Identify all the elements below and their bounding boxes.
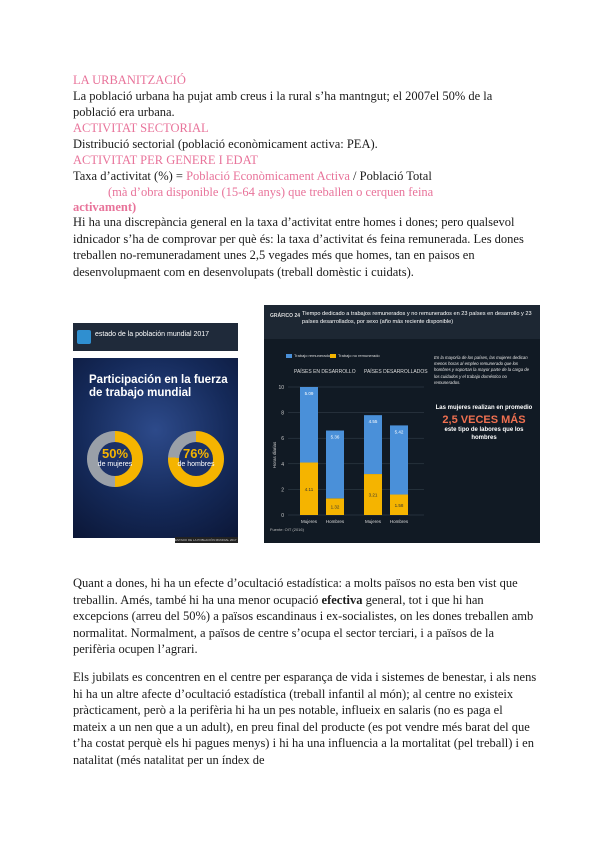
chart-source: Fuente: OIT (2016) (270, 527, 304, 532)
bar-label-unpaid: 1.58 (394, 502, 404, 508)
bar-paid (390, 425, 408, 494)
group-label-desarrollados: PAÍSES DESARROLLADOS (364, 369, 428, 375)
legend-paid: Trabajo remunerado (286, 353, 330, 358)
urban-line-1: La població urbana ha pujat amb creus i la rural s’ha mantngut; el 2007el 50% de la (73, 89, 493, 103)
unfpa-logo-bar (73, 323, 238, 351)
bar-paid (326, 431, 344, 499)
figure-footer: ESTADO DE LA POBLACIÓN MUNDIAL 2017 (175, 538, 237, 542)
bar-label-paid: 5.36 (330, 434, 340, 440)
x-tick-label: Mujeres (300, 519, 318, 524)
paragraph-dones: Quant a dones, hi ha un efecte d’ocultació estadística: a molts països no esta ben vist que treballin. Amés, també hi ha una menor ocupació efectiva general, tot i que hi han excepcions (arreu del 50%) a països escandinaus i ex-socialistes, on les dones treballen amb normalitat. Normalment, a països de centre s’ocupa el sector terciari, i a països de la perifèria ocupen l’agrari. (73, 576, 534, 656)
x-tick-label: Mujeres (364, 519, 382, 524)
taxa-total: / Població Total (349, 169, 432, 183)
bar-label-unpaid: 3.21 (368, 492, 378, 498)
figure-participacion (73, 323, 238, 543)
participation-panel (73, 358, 238, 538)
chart-annotation (434, 355, 534, 442)
legend-unpaid: Trabajo no remunerado (330, 353, 380, 358)
chart-title: Tiempo dedicado a trabajos remunerados y no remunerados en 23 países en desarrollo y 23 países desarrollados, por sexo (año más reciente disponible) (302, 311, 532, 325)
bar-label-unpaid: 1.32 (330, 504, 340, 510)
heading-urbanitzacio: LA URBANITZACIÓ (73, 73, 186, 87)
x-tick-label: Hombres (389, 519, 409, 524)
sector-line: Distribució sectorial (població econòmicament activa: PEA). (73, 137, 378, 151)
y-tick-label: 6 (281, 436, 284, 443)
paragraph-jubilats: Els jubilats es concentren en el centre per esparança de vida i sistemes de benestar, i als nens hi ha un altre afecte d’ocultació estadística (treball infantil al món); al centre no existeix pràcticament, però a la perifèria hi ha un pes notable, influeix en salaris (no es paga el mateix a un nen que a un adult), en preu final del producte (es pot vendre més barat del que t’ha costat perquè els hi pagues menys) i hi ha una influencia a la mortalitat (pel treball) i en natalitat (més natalitat per un índex de (73, 670, 537, 767)
bold-efectiva: efectiva (321, 592, 363, 607)
y-tick-label: 8 (281, 410, 284, 417)
taxa-label: Taxa d’activitat (%) = (73, 169, 187, 183)
logo-text: estado de la población mundial 2017 (95, 331, 210, 338)
paragraph-discrepancia: Hi ha una discrepància general en la taxa d’activitat entre homes i dones; pero qualsevol idnicador s’ha de comprovar per què és: la taxa d’activitat és feina remunerada. Les dones treballen no-remuneradament unes 2,5 vegades més que homes, tan en paisos en desenvolupmaent com en desenvolupats (treball domèstic i cuidats). (73, 215, 524, 279)
annotation-main: Las mujeres realizan en promedio (435, 405, 533, 412)
heading-activitat-sectorial: ACTIVITAT SECTORIAL (73, 121, 209, 135)
group-label-desarrollo: PAÍSES EN DESARROLLO (294, 369, 356, 375)
annotation-sub: este tipo de labores que los hombres (444, 427, 524, 442)
taxa-formula (73, 168, 432, 184)
annotation-note: En la mayoría de los países, las mujeres dedican menos horas al empleo remunerado que los hombres y soportan la mayor parte de la carga de los cuidados y el trabajo doméstico no remunerados. (434, 355, 530, 385)
grafico-label: GRÁFICO 24 (270, 313, 301, 319)
taxa-pea: Població Econòmicament Activa (186, 169, 350, 183)
bar-label-paid: 4.55 (368, 419, 378, 425)
y-tick-label: 0 (281, 513, 284, 519)
y-tick-label: 10 (278, 385, 284, 391)
taxa-definition-end: activament) (73, 200, 137, 214)
bar-label-paid: 5.09 (304, 391, 314, 396)
bar-label-unpaid: 4.11 (304, 486, 314, 492)
women-percent: 50% de mujeres (97, 446, 133, 468)
y-axis-label: Horas diarias (272, 441, 277, 469)
x-tick-label: Hombres (325, 519, 345, 524)
y-tick-label: 2 (281, 487, 284, 494)
panel-title: Participación en la fuerza de trabajo mundial (89, 374, 228, 399)
taxa-definition: (mà d’obra disponible (15-64 anys) que treballen o cerquen feina (108, 185, 434, 199)
heading-activitat-genere: ACTIVITAT PER GENERE I EDAT (73, 153, 258, 167)
urban-line-2: població era urbana. (73, 105, 175, 119)
unfpa-logo-icon (77, 330, 91, 344)
men-percent: 76% de hombres (177, 446, 215, 468)
figure-grafico-24 (264, 305, 540, 543)
y-tick-label: 4 (281, 461, 284, 468)
bar-label-paid: 5.42 (394, 429, 404, 435)
annotation-big: 2,5 VECES MÁS (442, 414, 526, 427)
bar-paid (300, 387, 318, 463)
